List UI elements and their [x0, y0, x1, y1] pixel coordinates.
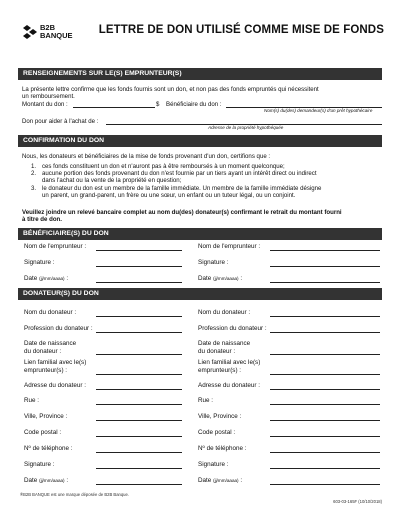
date-label-text: Date — [24, 477, 38, 484]
list-item-text: ces fonds constituent un don et n'auront pas à être remboursés à un moment quelconque; — [42, 163, 285, 170]
beneficiary-label: Bénéficiaire du don : — [166, 101, 222, 108]
postal-code-label-2: Code postal : — [198, 429, 236, 436]
section-header-confirmation: CONFIRMATION DU DON — [18, 135, 382, 147]
borrower-signature-field-2[interactable] — [270, 266, 380, 267]
city-province-label-2: Ville, Province : — [198, 413, 242, 420]
date-label-text: Date — [24, 275, 38, 282]
donor-name-field-1[interactable] — [96, 316, 182, 317]
city-province-field-2[interactable] — [270, 420, 380, 421]
street-field-1[interactable] — [96, 404, 182, 405]
intro-line2: un remboursement. — [22, 93, 75, 100]
borrower-date-field-2[interactable] — [270, 282, 380, 283]
date-colon: : — [240, 275, 243, 282]
purchase-label: Don pour aider à l'achat de : — [22, 118, 99, 125]
logo-line1: B2B — [40, 23, 56, 32]
donor-birthdate-label-2 — [198, 340, 250, 355]
list-item — [28, 163, 378, 170]
phone-label: Nº de téléphone : — [24, 445, 73, 452]
phone-field-1[interactable] — [96, 452, 182, 453]
list-item — [28, 170, 378, 184]
donor-signature-field-2[interactable] — [270, 468, 380, 469]
donor-signature-label-2: Signature : — [198, 461, 229, 468]
donor-birthdate-label — [24, 340, 76, 355]
borrower-date-label-2 — [198, 275, 242, 282]
date-format-hint: (jj/mm/aaaa) — [213, 478, 239, 483]
list-item-text: un parent, un grand-parent, un frère ou une sœur, un enfant ou un tuteur légal, ou un conjoint. — [42, 191, 296, 199]
list-item-number: 3. — [31, 184, 37, 192]
donor-birthdate-field-2[interactable] — [270, 354, 380, 355]
street-label-2: Rue : — [198, 397, 214, 404]
donor-address-field-2[interactable] — [270, 389, 380, 390]
borrower-date-label — [24, 275, 68, 282]
relation-label-line2: emprunteur(s) : — [24, 366, 68, 374]
certification-list — [28, 163, 378, 199]
street-field-2[interactable] — [270, 404, 380, 405]
list-item-text: dans l'achat ou la vente de la propriété en question; — [42, 177, 182, 185]
donor-profession-label-2: Profession du donateur : — [198, 325, 267, 332]
gift-amount-field[interactable] — [73, 107, 155, 108]
logo-line2: BANQUE — [40, 31, 73, 40]
borrower-signature-label-2: Signature : — [198, 259, 229, 266]
city-province-field-1[interactable] — [96, 420, 182, 421]
confirmation-intro: Nous, les donateurs et bénéficiaires de la mise de fonds provenant d'un don, certifions que : — [22, 153, 271, 160]
list-item-text: aucune portion des fonds provenant du don n'est fournie par un tiers ayant un intérêt direct ou indirect — [42, 170, 317, 178]
donor-profession-field-2[interactable] — [270, 332, 380, 333]
relation-label-line1: Lien familial avec le(s) — [198, 359, 261, 366]
logo-icon — [22, 24, 38, 40]
date-colon: : — [66, 477, 69, 484]
phone-label-2: Nº de téléphone : — [198, 445, 247, 452]
trademark-notice: ®B2B BANQUE est une marque déposée de B2B Banque. — [20, 492, 130, 497]
date-colon: : — [240, 477, 243, 484]
section-header-borrowers: RENSEIGNEMENTS SUR LE(S) EMPRUNTEUR(S) — [18, 68, 382, 80]
document-title: LETTRE DE DON UTILISÉ COMME MISE DE FONDS — [98, 24, 384, 36]
donor-relation-field-1[interactable] — [96, 374, 182, 375]
phone-field-2[interactable] — [270, 452, 380, 453]
postal-code-label: Code postal : — [24, 429, 62, 436]
birthdate-label-line1: Date de naissance — [24, 340, 77, 347]
donor-relation-field-2[interactable] — [270, 374, 380, 375]
donor-name-label: Nom du donateur : — [24, 309, 77, 316]
form-code: 603-03-165F (10/10/2018) — [333, 499, 382, 504]
donor-address-label-2: Adresse du donateur : — [198, 382, 260, 389]
donor-name-label-2: Nom du donateur : — [198, 309, 251, 316]
city-province-label: Ville, Province : — [24, 413, 68, 420]
date-format-hint: (jj/mm/aaaa) — [39, 276, 65, 281]
donor-relation-label — [24, 359, 86, 374]
purchase-hint: Adresse de la propriété hypothéquée — [208, 125, 284, 130]
borrower-date-field-1[interactable] — [96, 282, 182, 283]
relation-label-line2: emprunteur(s) : — [198, 366, 242, 374]
currency-symbol: $ — [156, 101, 160, 108]
donor-profession-field-1[interactable] — [96, 332, 182, 333]
donor-address-label: Adresse du donateur : — [24, 382, 86, 389]
borrower-name-label-2: Nom de l'emprunteur : — [198, 243, 261, 250]
borrower-name-field-2[interactable] — [270, 250, 380, 251]
donor-name-field-2[interactable] — [270, 316, 380, 317]
logo-text — [40, 24, 73, 40]
donor-birthdate-field-1[interactable] — [96, 354, 182, 355]
date-colon: : — [66, 275, 69, 282]
list-item-number: 2. — [31, 170, 37, 178]
borrower-signature-label: Signature : — [24, 259, 55, 266]
donor-signature-field-1[interactable] — [96, 468, 182, 469]
relation-label-line1: Lien familial avec le(s) — [24, 359, 87, 366]
donor-date-field-1[interactable] — [96, 484, 182, 485]
donor-address-field-1[interactable] — [96, 389, 182, 390]
borrower-signature-field-1[interactable] — [96, 266, 182, 267]
birthdate-label-line2: du donateur : — [24, 347, 62, 355]
donor-signature-label: Signature : — [24, 461, 55, 468]
donor-date-field-2[interactable] — [270, 484, 380, 485]
borrower-name-label: Nom de l'emprunteur : — [24, 243, 87, 250]
list-item-number: 1. — [31, 163, 37, 170]
donor-date-label-2 — [198, 477, 242, 484]
section-header-beneficiaries: BÉNÉFICIAIRE(S) DU DON — [18, 228, 382, 240]
borrower-name-field-1[interactable] — [96, 250, 182, 251]
date-format-hint: (jj/mm/aaaa) — [213, 276, 239, 281]
bank-statement-note-line1: Veuillez joindre un relevé bancaire complet au nom du(des) donateur(s) confirmant le retrait du montant fourni — [22, 209, 342, 216]
bank-statement-note-line2: à titre de don. — [22, 216, 62, 223]
date-format-hint: (jj/mm/aaaa) — [39, 478, 65, 483]
date-label-text: Date — [198, 275, 212, 282]
postal-code-field-1[interactable] — [96, 436, 182, 437]
street-label: Rue : — [24, 397, 40, 404]
gift-amount-label: Montant du don : — [22, 101, 68, 108]
intro-line1: La présente lettre confirme que les fonds fournis sont un don, et non pas des fonds empruntés qui nécessitent — [22, 86, 319, 93]
donor-relation-label-2 — [198, 359, 260, 374]
list-item — [28, 185, 378, 199]
beneficiary-hint: Nom(s) du(des) demandeur(s) d'un prêt hypothécaire — [264, 108, 373, 113]
list-item-text: le donateur du don est un membre de la famille immédiate. Un membre de la famille immédiate désigne — [42, 184, 322, 192]
postal-code-field-2[interactable] — [270, 436, 380, 437]
birthdate-label-line1: Date de naissance — [198, 340, 251, 347]
donor-profession-label: Profession du donateur : — [24, 325, 93, 332]
donor-date-label — [24, 477, 68, 484]
section-header-donors: DONATEUR(S) DU DON — [18, 288, 382, 300]
birthdate-label-line2: du donateur : — [198, 347, 236, 355]
date-label-text: Date — [198, 477, 212, 484]
